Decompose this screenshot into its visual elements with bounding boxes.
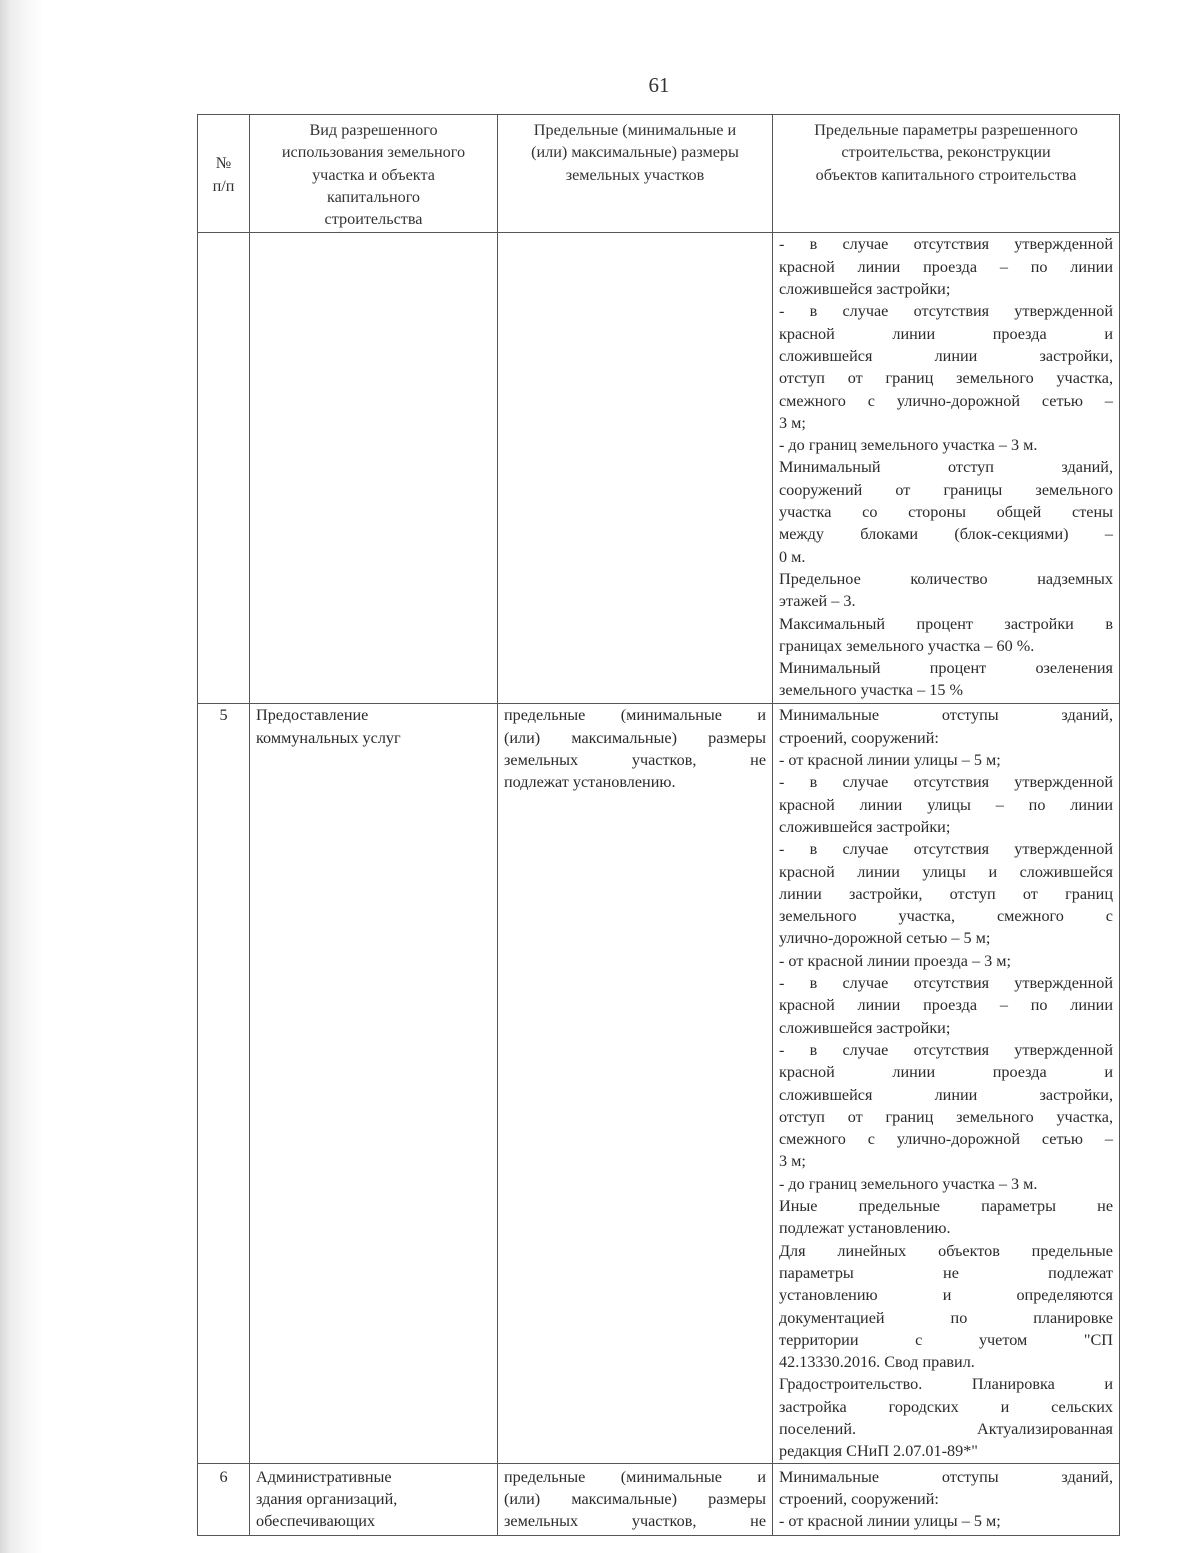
text-line: земельных участков, не	[504, 1512, 766, 1531]
cell-number: 6	[198, 1463, 250, 1535]
text-line: Для линейных объектов предельные	[779, 1241, 1113, 1260]
zoning-parameters-table	[197, 114, 1120, 1536]
text-line: - в случае отсутствия утвержденной	[779, 840, 1113, 859]
text-line: редакция СНиП 2.07.01-89*"	[779, 1442, 978, 1461]
text-line: смежного с улично-дорожной сетью –	[779, 1130, 1113, 1149]
text-line: подлежат установлению.	[504, 773, 676, 792]
text-line: линии застройки, отступ от границ	[779, 884, 1113, 903]
text-line: сложившейся застройки;	[779, 1018, 951, 1037]
header-line: строительства	[324, 210, 423, 229]
text-line: красной линии проезда и	[779, 1063, 1113, 1082]
text-line: границах земельного участка – 60 %.	[779, 636, 1035, 655]
text-line: отступ от границ земельного участка,	[779, 1107, 1113, 1126]
header-line: объектов капитального строительства	[815, 165, 1077, 184]
text-line: сооружений от границы земельного	[779, 480, 1113, 499]
cell-number	[198, 233, 250, 704]
header-number-line: №	[215, 154, 232, 173]
text-line: Иные предельные параметры не	[779, 1197, 1113, 1216]
text-line: подлежат установлению.	[779, 1219, 951, 1238]
text-line: - в случае отсутствия утвержденной	[779, 773, 1113, 792]
table-row-continuation	[198, 233, 1120, 704]
cell-build-params	[773, 233, 1120, 704]
text-line: установлению и определяются	[779, 1286, 1113, 1305]
cell-build-params	[773, 704, 1120, 1463]
text-line: - до границ земельного участка – 3 м.	[779, 436, 1038, 455]
header-number-line: п/п	[212, 176, 235, 195]
text-line: Градостроительство. Планировка и	[779, 1375, 1113, 1394]
text-line: 3 м;	[779, 1152, 806, 1171]
text-line: (или) максимальные) размеры	[504, 1489, 766, 1508]
text-line: сложившейся застройки;	[779, 280, 951, 299]
text-line: - в случае отсутствия утвержденной	[779, 1040, 1113, 1059]
text-line: участка со стороны общей стены	[779, 503, 1113, 522]
text-line: земельных участков, не	[504, 751, 766, 770]
cell-build-params	[773, 1463, 1120, 1535]
text-line: Максимальный процент застройки в	[779, 614, 1113, 633]
text-line: Минимальные отступы зданий,	[779, 1467, 1113, 1486]
text-line: красной линии проезда – по линии	[779, 257, 1113, 276]
cell-use-type	[250, 233, 498, 704]
header-line: Предельные (минимальные и	[533, 121, 737, 139]
text-line: смежного с улично-дорожной сетью –	[779, 391, 1113, 410]
text-line: Предоставление	[256, 706, 369, 725]
text-line: Предельное количество надземных	[779, 569, 1113, 588]
text-line: документацией по планировке	[779, 1308, 1113, 1327]
text-line: строений, сооружений:	[779, 1489, 939, 1508]
cell-use-type	[250, 704, 498, 1463]
text-line: этажей – 3.	[779, 592, 856, 611]
cell-number: 5	[198, 704, 250, 1463]
header-line: использования земельного	[281, 143, 466, 162]
text-line: (или) максимальные) размеры	[504, 728, 766, 747]
text-line: 0 м.	[779, 547, 806, 566]
header-line: участка и объекта	[312, 165, 435, 184]
cell-plot-sizes	[498, 1463, 773, 1535]
cell-use-type	[250, 1463, 498, 1535]
text-line: предельные (минимальные и	[504, 706, 766, 725]
header-line: строительства, реконструкции	[841, 143, 1051, 162]
text-line: сложившейся линии застройки,	[779, 1085, 1113, 1104]
text-line: улично-дорожной сетью – 5 м;	[779, 929, 991, 948]
header-plot-sizes	[498, 115, 773, 233]
text-line: - от красной линии улицы – 5 м;	[779, 1512, 1001, 1531]
text-line: сложившейся линии застройки,	[779, 346, 1113, 365]
text-line: предельные (минимальные и	[504, 1467, 766, 1486]
text-line: 42.13330.2016. Свод правил.	[779, 1353, 975, 1372]
header-line: Вид разрешенного	[309, 121, 438, 139]
header-line: капитального	[326, 187, 421, 206]
text-line: - в случае отсутствия утвержденной	[779, 302, 1113, 321]
text-line: Минимальный отступ зданий,	[779, 458, 1113, 477]
text-line: красной линии проезда – по линии	[779, 996, 1113, 1015]
scan-edge-shadow	[0, 0, 44, 1553]
text-line: обеспечивающих	[256, 1512, 376, 1531]
text-line: коммунальных услуг	[256, 728, 401, 747]
table-header-row	[198, 115, 1120, 233]
text-line: земельного участка – 15 %	[779, 681, 963, 700]
text-line: красной линии проезда и	[779, 324, 1113, 343]
header-use-type	[250, 115, 498, 233]
text-line: 3 м;	[779, 413, 806, 432]
cell-plot-sizes	[498, 233, 773, 704]
table-row-6	[198, 1463, 1120, 1535]
text-line: Минимальные отступы зданий,	[779, 706, 1113, 725]
header-build-params	[773, 115, 1120, 233]
text-line: Административные	[256, 1467, 392, 1486]
text-line: - от красной линии проезда – 3 м;	[779, 951, 1012, 970]
header-line: (или) максимальные) размеры	[531, 143, 739, 162]
text-line: между блоками (блок-секциями) –	[779, 525, 1113, 544]
text-line: параметры не подлежат	[779, 1263, 1113, 1282]
text-line: территории с учетом "СП	[779, 1330, 1113, 1349]
text-line: здания организаций,	[256, 1489, 398, 1508]
text-line: застройка городских и сельских	[779, 1397, 1113, 1416]
header-line: земельных участков	[565, 165, 705, 184]
header-line: Предельные параметры разрешенного	[814, 121, 1078, 139]
text-line: красной линии улицы – по линии	[779, 795, 1113, 814]
header-number	[198, 115, 250, 233]
cell-plot-sizes	[498, 704, 773, 1463]
text-line: земельного участка, смежного с	[779, 907, 1113, 926]
text-line: - от красной линии улицы – 5 м;	[779, 751, 1001, 770]
text-line: - в случае отсутствия утвержденной	[779, 235, 1113, 254]
text-line: строений, сооружений:	[779, 728, 939, 747]
text-line: - до границ земельного участка – 3 м.	[779, 1174, 1038, 1193]
text-line: красной линии улицы и сложившейся	[779, 862, 1113, 881]
text-line: отступ от границ земельного участка,	[779, 369, 1113, 388]
text-line: поселений. Актуализированная	[779, 1419, 1113, 1438]
text-line: Минимальный процент озеленения	[779, 659, 1113, 678]
page-number: 61	[648, 73, 670, 97]
text-line: сложившейся застройки;	[779, 817, 951, 836]
table-row-5	[198, 704, 1120, 1463]
text-line: - в случае отсутствия утвержденной	[779, 974, 1113, 993]
